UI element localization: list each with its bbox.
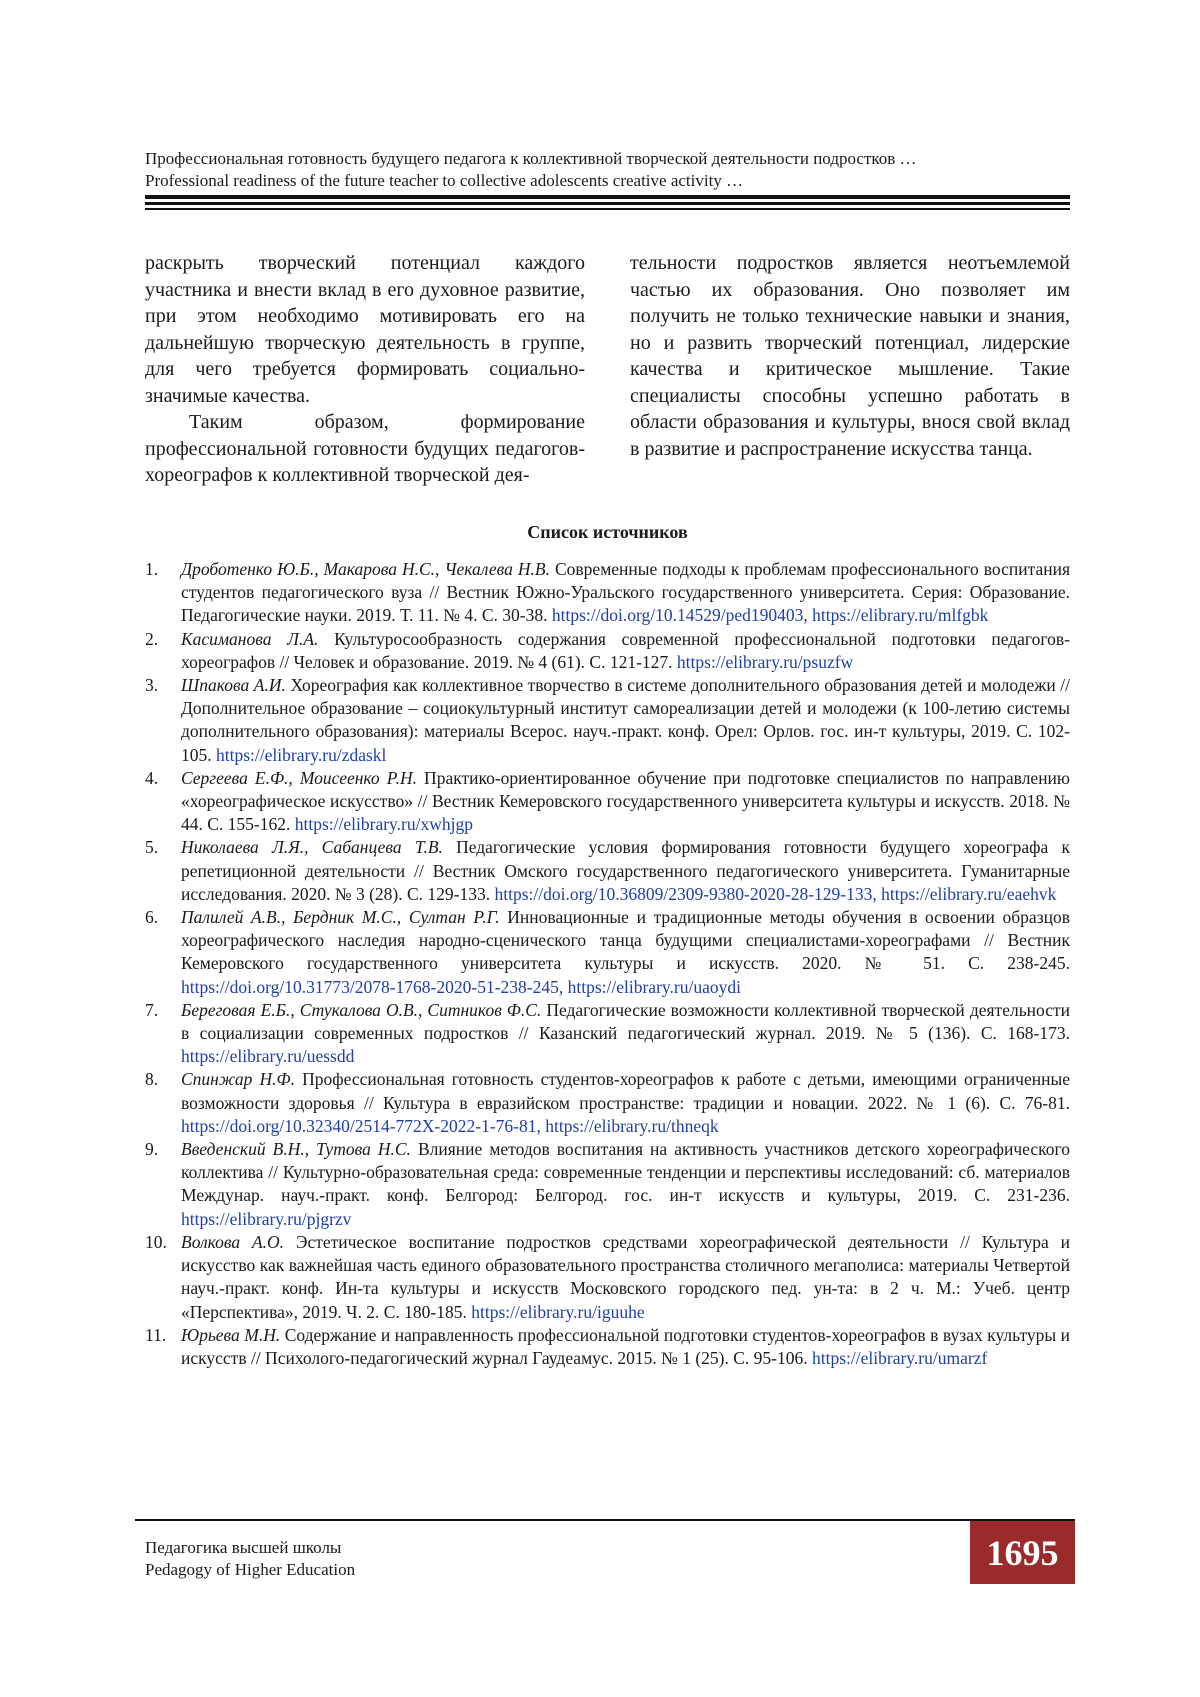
reference-item [145,674,1070,767]
reference-authors: Сергеева Е.Ф., Моисеенко Р.Н. [181,767,418,788]
reference-authors: Введенский В.Н., Тутова Н.С. [181,1139,411,1160]
reference-link[interactable]: https://elibrary.ru/uessdd [181,1046,355,1067]
reference-number: 11. [145,1324,167,1345]
reference-link[interactable]: https://elibrary.ru/xwhjgp [294,814,473,835]
reference-item [145,1231,1070,1324]
reference-authors: Волкова А.О. [181,1231,285,1252]
reference-number: 7. [145,999,159,1020]
reference-item [145,1068,1070,1138]
reference-link[interactable]: https://doi.org/10.14529/ped190403, https://elibrary.ru/mlfgbk [551,605,989,626]
reference-text: Содержание и направленность профессиональной подготовки студентов-хореографов в вузах культуры и искусств // Психолого-педагогический журнал Гаудеамус. 2015. № 1 (25). С. 95-106. [181,1324,1070,1368]
footer-rule [135,1519,1075,1521]
page-number: 1695 [970,1521,1075,1584]
reference-text: Педагогические возможности коллективной творческой деятельности в социализации современных подростков // Казанский педагогический журнал. 2019. № 5 (136). С. 168-173. [181,999,1071,1044]
reference-authors: Береговая Е.Б., Стукалова О.В., Ситников Ф.С. [181,999,542,1020]
reference-authors: Касиманова Л.А. [181,628,319,649]
footer-journal-ru: Педагогика высшей школы [145,1538,342,1557]
footer-journal-en: Pedagogy of Higher Education [145,1560,356,1579]
right-paragraph-1: тельности подростков является неотъемлемой частью их образования. Оно позволяет им получить не только технические навыки и знания, но и развить творческий потенциал, лидерские качества и критическое мышление. Такие специалисты способны успешно работать в области образования и культуры, внося свой вклад в развитие и распространение искусства танца. [630,252,1070,460]
right-column [630,250,1070,462]
reference-authors: Палилей А.В., Бердник М.С., Султан Р.Г. [181,907,500,928]
reference-text: Профессиональная готовность студентов-хореографов к работе с детьми, имеющими ограниченные возможности здоровья // Культура в евразийском пространстве: традиции и новации. 2022. № 1 (6). С. 76-81. [181,1069,1070,1113]
reference-link[interactable]: https://elibrary.ru/zdaskl [216,744,387,765]
references-title: Список источников [527,522,688,542]
reference-text: Педагогические условия формирования готовности будущего хореографа к репетиционной деятельности // Вестник Омского государственного педагогического университета. Гуманитарные исследования. 2020. № 3 (28). С. 129-133. [181,837,1070,904]
reference-number: 5. [145,837,159,858]
reference-item [145,558,1070,628]
running-head-en: Professional readiness of the future teacher to collective adolescents creative activity … [145,171,744,190]
reference-number: 6. [145,907,159,928]
reference-text: Хореография как коллективное творчество в системе дополнительного образования детей и молодежи // Дополнительное образование – социокультурный институт самореализации детей и молодежи (к 100-летию системы дополнительного образования): материалы Всерос. науч.-практ. конф. Орел: Орлов. гос. ин-т культуры, 2019. С. 102-105. [181,675,1070,765]
reference-authors: Спинжар Н.Ф. [181,1069,296,1090]
reference-number: 8. [145,1069,159,1090]
header-rule-medium [145,202,1070,205]
reference-link[interactable]: https://elibrary.ru/iguuhe [471,1301,645,1322]
reference-number: 10. [145,1231,167,1252]
header-rule-thin [145,208,1070,210]
running-head-ru: Профессиональная готовность будущего педагога к коллективной творческой деятельности подростков … [145,149,917,168]
left-column [145,250,585,489]
reference-authors: Дроботенко Ю.Б., Макарова Н.С., Чекалева Н.В. [181,559,550,579]
running-head [145,148,1075,192]
reference-link[interactable]: https://elibrary.ru/pjgrzv [181,1208,352,1229]
reference-link[interactable]: https://doi.org/10.36809/2309-9380-2020-28-129-133, https://elibrary.ru/eaehvk [494,883,1057,904]
reference-link[interactable]: https://elibrary.ru/psuzfw [676,651,854,672]
reference-number: 9. [145,1139,159,1160]
reference-number: 1. [145,559,159,579]
reference-number: 3. [145,675,159,696]
reference-item [145,1138,1070,1231]
reference-authors: Юрьева М.Н. [181,1324,281,1345]
reference-item [145,1324,1070,1370]
reference-authors: Шпакова А.И. [181,675,286,696]
header-rules [145,195,1070,210]
header-rule-thick [145,195,1070,199]
reference-text: Эстетическое воспитание подростков средствами хореографической деятельности // Культура и искусство как важнейшая часть единого образовательного пространства столичного мегаполиса: материалы Четвертой науч.-практ. конф. Ин-та культуры и искусств Московского городского пед. ун-та: в 2 ч. М.: Учеб. центр «Перспектива», 2019. Ч. 2. С. 180-185. [181,1231,1070,1322]
reference-item [145,999,1070,1069]
reference-text: Современные подходы к проблемам профессионального воспитания студентов педагогического вуза // Вестник Южно-Уральского государственного университета. Серия: Образование. Педагогические науки. 2019. Т. 11. № 4. С. 30-38. [181,559,1071,626]
references-list [145,558,1070,1370]
reference-item [145,906,1070,999]
reference-link[interactable]: https://doi.org/10.31773/2078-1768-2020-51-238-245, https://elibrary.ru/uaoydi [181,976,741,997]
reference-text: Практико-ориентированное обучение при подготовке специалистов по направлению «хореографическое искусство» // Вестник Кемеровского государственного университета культуры и искусств. 2018. № 44. С. 155-162. [181,767,1070,835]
reference-link[interactable]: https://doi.org/10.32340/2514-772X-2022-1-76-81, https://elibrary.ru/thneqk [181,1115,719,1136]
reference-item [145,628,1070,674]
reference-text: Влияние методов воспитания на активность участников детского хореографического коллектива // Культурно-образовательная среда: современные тенденции и перспективы исследований: сб. материалов Междунар. науч.-практ. конф. Белгород: Белгород. гос. ин-т искусств и культуры, 2019. С. 231-236. [181,1139,1070,1206]
reference-text: Инновационные и традиционные методы обучения в освоении образцов хореографического наследия народно-сценического танца будущими специалистами-хореографами // Вестник Кемеровского государственного университета культуры и искусств. 2020. № 51. С. 238-245. [181,907,1070,974]
reference-item [145,836,1070,906]
reference-authors: Николаева Л.Я., Сабанцева Т.В. [181,837,443,858]
reference-text: Культуросообразность содержания современной профессиональной подготовки педагогов-хореографов // Человек и образование. 2019. № 4 (61). С. 121-127. [181,628,1070,672]
left-paragraph-2: Таким образом, формирование профессиональной готовности будущих педагогов-хореографов к коллективной творческой дея- [145,411,585,486]
reference-link[interactable]: https://elibrary.ru/umarzf [812,1347,988,1368]
reference-number: 2. [145,628,159,649]
reference-number: 4. [145,767,159,788]
left-paragraph-1: раскрыть творческий потенциал каждого участника и внести вклад в его духовное развитие, при этом необходимо мотивировать его на дальнейшую творческую деятельность в группе, для чего требуется формировать социально-значимые качества. [145,252,585,407]
reference-item [145,767,1070,837]
footer-journal [145,1537,355,1581]
